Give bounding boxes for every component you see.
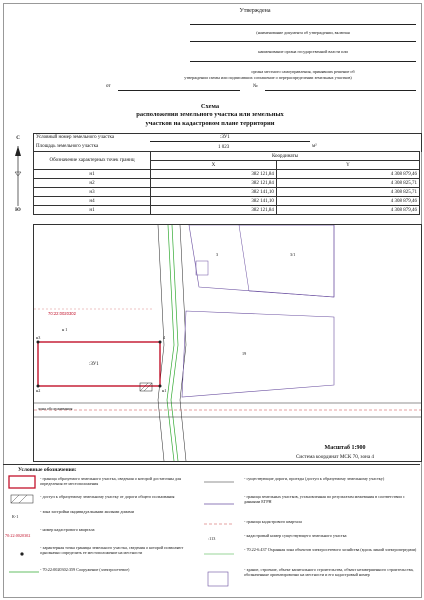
legend-item-right-3: - граница кадастрового квартала (244, 519, 302, 524)
access-hatch-line (140, 383, 148, 391)
upper-parcel-mark: 3/1 (290, 252, 296, 257)
col-y-header: Y (276, 161, 419, 170)
legend-right-symbols (200, 474, 240, 599)
upper-parcel-number: 3 (216, 252, 219, 257)
x-cell: 382 141,10 (151, 197, 277, 206)
point-cell: н3 (34, 188, 151, 197)
legend-item-left-3: - зона застройки индивидуальными жилыми домами (40, 509, 134, 514)
table-header-row (34, 152, 420, 161)
map-frame (33, 224, 422, 462)
point-cell: н2 (34, 179, 151, 188)
header-line-3 (190, 61, 416, 62)
power-zone-line (171, 225, 178, 461)
point-n1-label: н1 (162, 388, 167, 393)
table-row (34, 188, 420, 197)
table-row (34, 179, 420, 188)
legend-item-left-1: - граница образуемого земельного участка, сведения о которой достаточны для определения ее местоположения (40, 476, 181, 487)
point-cell: н4 (34, 197, 151, 206)
x-cell: 382 121,84 (151, 170, 277, 179)
y-cell: 4 308 879,46 (276, 170, 419, 179)
point-n3-label: н3 (36, 335, 41, 340)
small-label-a: н 1 (62, 327, 68, 332)
building-symbol (208, 572, 228, 586)
quarter-number-label: 70:22:0020302 (48, 311, 76, 316)
point-cell: н1 (34, 170, 151, 179)
access-hatch-line (144, 383, 152, 391)
access-symbol-line (11, 495, 19, 503)
power-zone-line (167, 225, 174, 461)
date-label: от (106, 84, 111, 89)
existing-parcel (189, 225, 334, 297)
conditional-number-line (150, 141, 310, 142)
point-cell: н1 (34, 206, 151, 215)
col-coords-header: Координаты (151, 152, 420, 161)
access-symbol-line (19, 495, 27, 503)
x-cell: 382 121,84 (151, 206, 277, 215)
date-line (118, 90, 240, 91)
area-unit: м² (312, 144, 317, 149)
coordinates-table (33, 151, 420, 215)
local-gov-hint-1: органа местного самоуправления, принявших решение об (251, 69, 355, 74)
compass-south: Ю (15, 208, 21, 213)
table-row (34, 206, 420, 215)
access-hatch (140, 383, 152, 391)
building-outline (196, 261, 208, 275)
approved-heading: Утверждена (239, 8, 271, 14)
corner-point-symbol (20, 552, 23, 555)
point-n4-label: 4 (163, 335, 166, 340)
number-label: № (253, 84, 258, 89)
legend-item-left-4: - номер кадастрового квартала (40, 527, 95, 532)
cadastral-map (34, 225, 421, 461)
corner-point (37, 341, 40, 344)
area-value: 1 023 (218, 145, 230, 150)
compass (8, 134, 28, 224)
point-n2-label: н2 (36, 388, 41, 393)
legend-symbol-k: К-1 (12, 514, 19, 519)
y-cell: 4 308 879,46 (276, 197, 419, 206)
col-x-header: X (151, 161, 277, 170)
parcel-zu1-boundary (38, 342, 160, 386)
x-cell: 382 121,84 (151, 179, 277, 188)
scale-label: Масштаб 1:900 (324, 445, 366, 451)
legend-item-right-5: - 70.22-6.437 Охранная зона объектов электросетевого хозяйства (вдоль линий электропередачи) (244, 547, 417, 552)
header-line-1 (190, 24, 416, 25)
conditional-number-value: :ЗУ1 (220, 135, 230, 140)
legend-item-left-6: - 70:22:0020302:359 Сооружение (электросетевое) (40, 567, 130, 572)
parcel-zu1-label: :ЗУ1 (89, 362, 99, 367)
local-gov-hint-2: утверждении схемы или подписавших соглашение о перераспределении земельных участков) (184, 75, 352, 80)
title-line-2: расположения земельного участка или земельных (136, 111, 284, 118)
road-edge (180, 225, 186, 461)
access-symbol (11, 495, 33, 503)
table-row (34, 170, 420, 179)
title-line-3: участков на кадастровом плане территории (145, 120, 275, 127)
lower-parcel-number: 19 (242, 351, 247, 356)
legend-item-right-6: - здание, строение, объект капитального строительства, объект незавершенного строительства, обозначенные ориентировочно на местности и его кадастровый номер (244, 567, 414, 578)
col-point-header: Обозначение характерных точек границ (34, 152, 151, 170)
legend-item-right-1: - существующие дороги, проезды (доступ к образуемому земельному участку) (244, 476, 385, 481)
number-line (265, 90, 416, 91)
legend-item-left-2: - доступ к образуемому земельному участку от дороги общего пользования (40, 494, 175, 499)
y-cell: 4 308 879,46 (276, 206, 419, 215)
existing-parcel (239, 225, 334, 297)
legend-title: Условные обозначения: (18, 467, 77, 473)
existing-parcel (182, 311, 334, 397)
legend-symbol-num: :113 (208, 536, 216, 541)
y-cell: 4 308 825,71 (276, 188, 419, 197)
conditional-number-label: Условный номер земельного участка (36, 135, 115, 140)
authority-hint: наименование органа государственной власти или (258, 49, 348, 54)
doc-name-hint: (наименование документа об утверждении, включая (256, 30, 350, 35)
header-line-2 (190, 41, 416, 42)
legend-item-right-4: - кадастровый номер существующего земельного участка (244, 533, 347, 538)
parcel-boundary-symbol (9, 476, 35, 488)
area-label: Площадь земельного участка (36, 144, 99, 149)
table-row (34, 197, 420, 206)
x-cell: 382 141,10 (151, 188, 277, 197)
road-label: зона обслуживания (38, 406, 73, 411)
coordinate-system-label: Система координат МСК 70, зона 4 (295, 454, 375, 460)
corner-point (159, 341, 162, 344)
legend-item-right-2: - граница земельных участков, установленная по результатам межевания в соответствии с данными ЕГРН (244, 494, 405, 505)
legend-item-left-5: - характерная точка границы земельного участка, сведения о которой позволяют однозначно определить ее местоположение на местности (40, 545, 184, 556)
compass-north: С (16, 136, 20, 141)
y-cell: 4 308 825,71 (276, 179, 419, 188)
title-line-1: Схема (200, 103, 220, 110)
legend-symbol-quarter: 70:22:0020302 (5, 533, 31, 538)
